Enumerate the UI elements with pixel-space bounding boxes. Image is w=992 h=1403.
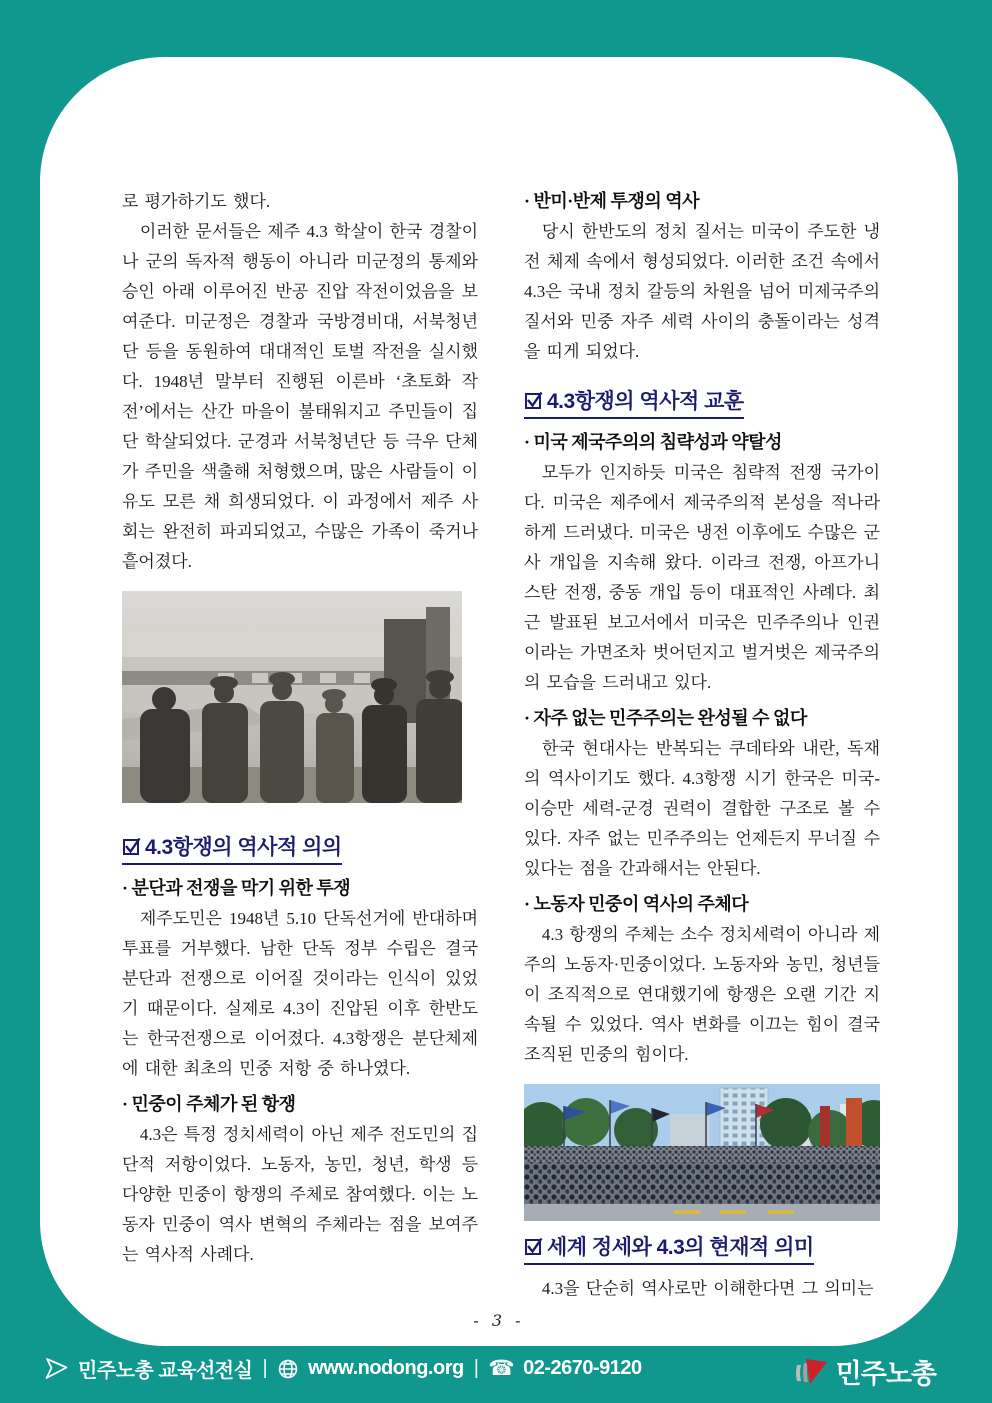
page-number: - 3 - bbox=[473, 1311, 525, 1330]
footer-website: www.nodong.org bbox=[308, 1357, 464, 1379]
subheading: · 분단과 전쟁을 막기 위한 투쟁 bbox=[122, 878, 351, 898]
checkbox-checked-icon bbox=[524, 1236, 544, 1257]
paragraph: 4.3은 특정 정치세력이 아닌 제주 전도민의 집단적 저항이었다. 노동자, 농민, 청년, 학생 등 다양한 민중이 항쟁의 주체로 참여했다. 이는 노동자 민중이 역사 변혁의 주체라는 점을 보여주는 역사적 사례다. bbox=[122, 1125, 478, 1264]
section-heading-present-meaning bbox=[524, 1231, 814, 1265]
two-column-content bbox=[122, 187, 880, 1327]
paper-plane-icon bbox=[44, 1356, 69, 1381]
kctu-logo-mark bbox=[793, 1357, 829, 1387]
rally-photo bbox=[524, 1084, 880, 1221]
paragraph: 당시 한반도의 정치 질서는 미국이 주도한 냉전 체제 속에서 형성되었다. 이러한 조건 속에서 4.3은 국내 정치 갈등의 차원을 넘어 미제국주의 질서와 민중 자주 세력 사이의 충돌이라는 성격을 띠게 되었다. bbox=[524, 222, 880, 361]
subheading: · 미국 제국주의의 침략성과 약탈성 bbox=[524, 432, 782, 452]
right-column bbox=[524, 187, 880, 1327]
section-title: 4.3항쟁의 역사적 교훈 bbox=[547, 390, 744, 413]
subheading: · 민중이 주체가 된 항쟁 bbox=[122, 1094, 296, 1114]
telephone-icon: ☎ bbox=[488, 1356, 515, 1380]
paragraph: 4.3 항쟁의 주체는 소수 정치세력이 아니라 제주의 노동자·민중이었다. 노동자와 농민, 청년들이 조직적으로 연대했기에 항쟁은 오랜 기간 지속될 수 있었다. 역사 변화를 이끄는 힘이 결국 조직된 민중의 힘이다. bbox=[524, 925, 880, 1064]
paragraph: 로 평가하기도 했다. bbox=[122, 192, 271, 211]
kctu-logo bbox=[793, 1352, 936, 1391]
historical-photo-military-officials bbox=[122, 591, 478, 803]
section-title: 4.3항쟁의 역사적 의의 bbox=[145, 836, 342, 859]
section-heading-lessons bbox=[524, 385, 744, 419]
paragraph: 모두가 인지하듯 미국은 침략적 전쟁 국가이다. 미국은 제주에서 제국주의적 본성을 적나라하게 드러냈다. 미국은 냉전 이후에도 수많은 군사 개입을 지속해 왔다. 이라크 전쟁, 아프가니스탄 전쟁, 중동 개입 등이 대표적인 사례다. 최근 발표된 보고서에서 미국은 민주주의나 인권이라는 가면조차 벗어던지고 벌거벗은 제국주의의 모습을 드러내고 있다. bbox=[524, 463, 880, 692]
document-sheet bbox=[40, 57, 958, 1346]
subheading: · 반미·반제 투쟁의 역사 bbox=[524, 191, 699, 211]
kctu-logo-text: 민주노총 bbox=[835, 1359, 936, 1389]
footer-contact-strip bbox=[44, 1354, 642, 1383]
subheading: · 자주 없는 민주주의는 완성될 수 없다 bbox=[524, 708, 807, 728]
subheading: · 노동자 민중이 역사의 주체다 bbox=[524, 894, 749, 914]
section-heading-significance bbox=[122, 831, 342, 865]
checkbox-checked-icon bbox=[524, 390, 544, 411]
footer-dept-label: 민주노총 교육선전실 bbox=[78, 1360, 253, 1382]
paragraph: 4.3을 단순히 역사로만 이해한다면 그 의미는 bbox=[541, 1279, 874, 1298]
footer-phone: 02-2670-9120 bbox=[523, 1357, 642, 1379]
left-column bbox=[122, 187, 478, 1327]
paragraph: 한국 현대사는 반복되는 쿠데타와 내란, 독재의 역사이기도 했다. 4.3항쟁 시기 한국은 미국-이승만 세력-군경 권력이 결합한 구조로 볼 수 있다. 자주 없는 민주주의는 언제든지 무너질 수 있다는 점을 간과해서는 안된다. bbox=[524, 739, 880, 878]
separator: | bbox=[262, 1357, 268, 1379]
paragraph: 제주도민은 1948년 5.10 단독선거에 반대하며 투표를 거부했다. 남한 단독 정부 수립은 결국 분단과 전쟁으로 이어질 것이라는 인식이 있었기 때문이다. 실제로 4.3이 진압된 이후 한반도는 한국전쟁으로 이어졌다. 4.3항쟁은 분단체제에 대한 최초의 민중 저항 중 하나였다. bbox=[122, 909, 478, 1078]
globe-icon bbox=[277, 1358, 299, 1380]
separator: | bbox=[473, 1357, 479, 1379]
checkbox-checked-icon bbox=[122, 836, 142, 857]
paragraph: 이러한 문서들은 제주 4.3 학살이 한국 경찰이나 군의 독자적 행동이 아니라 미군정의 통제와 승인 아래 이루어진 반공 진압 작전이었음을 보여준다. 미군정은 경찰과 국방경비대, 서북청년단 등을 동원하여 대대적인 토벌 작전을 실시했다. 1948년 말부터 진행된 이른바 ‘초토화 작전’에서는 산간 마을이 불태워지고 주민들이 집단 학살되었다. 군경과 서북청년단 등 극우 단체가 주민을 색출해 처형했으며, 많은 사람들이 이유도 모른 채 희생되었다. 이 과정에서 제주 사회는 완전히 파괴되었고, 수많은 가족이 죽거나 흩어졌다. bbox=[122, 222, 478, 571]
section-title: 세계 정세와 4.3의 현재적 의미 bbox=[547, 1236, 814, 1259]
